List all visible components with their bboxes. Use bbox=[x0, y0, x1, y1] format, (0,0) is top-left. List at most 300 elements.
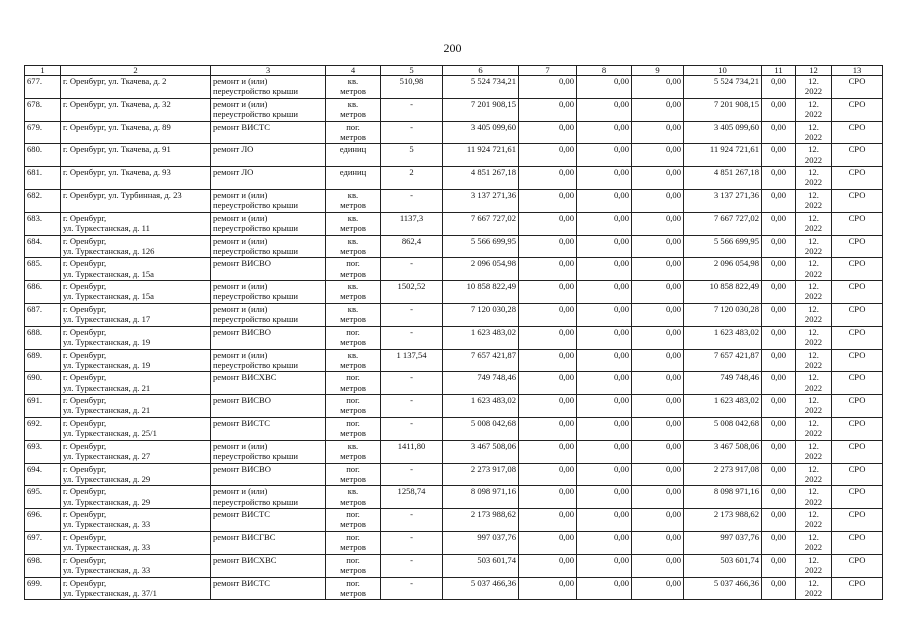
address-cell bbox=[61, 509, 211, 532]
col8-cell: 0,00 bbox=[577, 144, 632, 167]
col11-cell: 0,00 bbox=[762, 212, 796, 235]
cost-cell: 7 657 421,87 bbox=[443, 349, 519, 372]
unit-cell-line: метров bbox=[340, 200, 366, 211]
source-cell: СРО bbox=[832, 167, 883, 190]
work-type-cell bbox=[211, 98, 326, 121]
work-type-cell bbox=[211, 554, 326, 577]
col9-cell: 0,00 bbox=[632, 189, 684, 212]
work-type-cell bbox=[211, 486, 326, 509]
col7-cell: 0,00 bbox=[519, 486, 577, 509]
work-type-cell-line: ремонт ВИСВО bbox=[213, 326, 271, 337]
col8-cell: 0,00 bbox=[577, 303, 632, 326]
col8-cell: 0,00 bbox=[577, 189, 632, 212]
unit-cell-line: метров bbox=[340, 473, 366, 484]
col9-cell: 0,00 bbox=[632, 258, 684, 281]
term-cell-line: 12. bbox=[808, 235, 819, 246]
col10-cell: 2 096 054,98 bbox=[684, 258, 762, 281]
source-cell: СРО bbox=[832, 417, 883, 440]
unit-cell-line: метров bbox=[340, 109, 366, 120]
term-cell-line: 12. bbox=[808, 531, 819, 542]
unit-cell bbox=[326, 531, 381, 554]
col10-cell: 5 566 699,95 bbox=[684, 235, 762, 258]
volume-cell: - bbox=[381, 395, 443, 418]
address-cell bbox=[61, 303, 211, 326]
unit-cell-line: пог. bbox=[346, 258, 360, 269]
volume-cell: - bbox=[381, 417, 443, 440]
term-cell bbox=[796, 189, 832, 212]
col11-cell: 0,00 bbox=[762, 121, 796, 144]
work-type-cell-line: переустройство крыши bbox=[213, 109, 298, 120]
term-cell-line: 12. bbox=[808, 281, 819, 292]
unit-cell bbox=[326, 189, 381, 212]
col11-cell: 0,00 bbox=[762, 281, 796, 304]
address-cell-line: ул. Туркестанская, д. 29 bbox=[63, 473, 151, 484]
col11-cell: 0,00 bbox=[762, 577, 796, 600]
unit-cell-line: пог. bbox=[346, 531, 360, 542]
row-number: 686. bbox=[25, 281, 61, 304]
work-type-cell-line: ремонт и (или) bbox=[213, 486, 268, 497]
term-cell-line: 2022 bbox=[804, 428, 823, 439]
work-type-cell-line: переустройство крыши bbox=[213, 359, 298, 370]
source-cell: СРО bbox=[832, 281, 883, 304]
row-number: 688. bbox=[25, 326, 61, 349]
col7-cell: 0,00 bbox=[519, 509, 577, 532]
unit-cell bbox=[326, 281, 381, 304]
term-cell bbox=[796, 395, 832, 418]
table-row bbox=[25, 417, 883, 440]
term-cell-line: 2022 bbox=[804, 223, 823, 234]
column-number-12: 12 bbox=[796, 66, 832, 76]
address-cell-line: г. Оренбург, bbox=[63, 326, 107, 337]
col10-cell: 997 037,76 bbox=[684, 531, 762, 554]
work-type-cell-line: ремонт и (или) bbox=[213, 235, 268, 246]
term-cell bbox=[796, 417, 832, 440]
col8-cell: 0,00 bbox=[577, 121, 632, 144]
volume-cell: 5 bbox=[381, 144, 443, 167]
address-cell-line: г. Оренбург, bbox=[63, 372, 107, 383]
col8-cell: 0,00 bbox=[577, 531, 632, 554]
address-cell bbox=[61, 372, 211, 395]
unit-cell bbox=[326, 372, 381, 395]
volume-cell: - bbox=[381, 372, 443, 395]
source-cell: СРО bbox=[832, 76, 883, 99]
address-cell bbox=[61, 144, 211, 167]
col7-cell: 0,00 bbox=[519, 303, 577, 326]
source-cell: СРО bbox=[832, 509, 883, 532]
page-number: 200 bbox=[443, 41, 462, 55]
col11-cell: 0,00 bbox=[762, 326, 796, 349]
work-type-cell bbox=[211, 189, 326, 212]
work-type-cell-line: переустройство крыши bbox=[213, 291, 298, 302]
col10-cell: 2 273 917,08 bbox=[684, 463, 762, 486]
cost-cell: 10 858 822,49 bbox=[443, 281, 519, 304]
address-cell-line: ул. Туркестанская, д. 11 bbox=[63, 223, 150, 234]
term-cell-line: 2022 bbox=[804, 86, 823, 97]
address-cell bbox=[61, 98, 211, 121]
work-type-cell bbox=[211, 440, 326, 463]
unit-cell-line: пог. bbox=[346, 417, 360, 428]
cost-cell: 503 601,74 bbox=[443, 554, 519, 577]
table-row bbox=[25, 463, 883, 486]
col11-cell: 0,00 bbox=[762, 554, 796, 577]
work-type-cell-line: ремонт и (или) bbox=[213, 349, 268, 360]
address-cell-line: ул. Туркестанская, д. 25/1 bbox=[63, 428, 157, 439]
col11-cell: 0,00 bbox=[762, 258, 796, 281]
column-number-6: 6 bbox=[443, 66, 519, 76]
address-cell-line: г. Оренбург, bbox=[63, 235, 107, 246]
col11-cell: 0,00 bbox=[762, 189, 796, 212]
unit-cell-line: метров bbox=[340, 542, 366, 553]
term-cell bbox=[796, 258, 832, 281]
col9-cell: 0,00 bbox=[632, 577, 684, 600]
row-number: 680. bbox=[25, 144, 61, 167]
term-cell-line: 12. bbox=[808, 463, 819, 474]
table-row bbox=[25, 440, 883, 463]
term-cell bbox=[796, 76, 832, 99]
work-type-cell-line: переустройство крыши bbox=[213, 245, 298, 256]
col10-cell: 2 173 988,62 bbox=[684, 509, 762, 532]
address-cell bbox=[61, 121, 211, 144]
col9-cell: 0,00 bbox=[632, 212, 684, 235]
term-cell bbox=[796, 303, 832, 326]
col9-cell: 0,00 bbox=[632, 303, 684, 326]
cost-cell: 7 667 727,02 bbox=[443, 212, 519, 235]
work-type-cell-line: ремонт ВИСВО bbox=[213, 395, 271, 406]
unit-cell-line: метров bbox=[340, 223, 366, 234]
work-type-cell-line: ремонт ЛО bbox=[213, 167, 254, 178]
term-cell-line: 2022 bbox=[804, 565, 823, 576]
table-row bbox=[25, 486, 883, 509]
term-cell bbox=[796, 509, 832, 532]
address-cell-line: г. Оренбург, bbox=[63, 212, 107, 223]
col11-cell: 0,00 bbox=[762, 76, 796, 99]
col8-cell: 0,00 bbox=[577, 417, 632, 440]
unit-cell-line: кв. bbox=[347, 349, 359, 360]
row-number: 682. bbox=[25, 189, 61, 212]
column-number-3: 3 bbox=[211, 66, 326, 76]
col8-cell: 0,00 bbox=[577, 98, 632, 121]
unit-cell bbox=[326, 554, 381, 577]
row-number: 692. bbox=[25, 417, 61, 440]
col11-cell: 0,00 bbox=[762, 303, 796, 326]
col10-cell: 749 748,46 bbox=[684, 372, 762, 395]
term-cell-line: 2022 bbox=[804, 359, 823, 370]
table-row bbox=[25, 509, 883, 532]
work-type-cell-line: переустройство крыши bbox=[213, 314, 298, 325]
col11-cell: 0,00 bbox=[762, 486, 796, 509]
volume-cell: - bbox=[381, 554, 443, 577]
term-cell-line: 12. bbox=[808, 76, 819, 86]
table-row bbox=[25, 303, 883, 326]
col8-cell: 0,00 bbox=[577, 212, 632, 235]
unit-cell-line: кв. bbox=[347, 235, 359, 246]
col8-cell: 0,00 bbox=[577, 167, 632, 190]
volume-cell: - bbox=[381, 258, 443, 281]
col10-cell: 503 601,74 bbox=[684, 554, 762, 577]
source-cell: СРО bbox=[832, 395, 883, 418]
term-cell-line: 2022 bbox=[804, 405, 823, 416]
term-cell bbox=[796, 212, 832, 235]
col9-cell: 0,00 bbox=[632, 509, 684, 532]
col10-cell: 10 858 822,49 bbox=[684, 281, 762, 304]
col9-cell: 0,00 bbox=[632, 440, 684, 463]
table-body bbox=[25, 76, 883, 600]
column-number-10: 10 bbox=[684, 66, 762, 76]
work-type-cell-line: переустройство крыши bbox=[213, 86, 298, 97]
volume-cell: - bbox=[381, 98, 443, 121]
address-cell bbox=[61, 577, 211, 600]
col8-cell: 0,00 bbox=[577, 509, 632, 532]
cost-cell: 5 037 466,36 bbox=[443, 577, 519, 600]
term-cell-line: 12. bbox=[808, 326, 819, 337]
unit-cell-line: единиц bbox=[339, 144, 367, 155]
address-cell-line: г. Оренбург, bbox=[63, 440, 107, 451]
col7-cell: 0,00 bbox=[519, 440, 577, 463]
col11-cell: 0,00 bbox=[762, 235, 796, 258]
unit-cell-line: кв. bbox=[347, 98, 359, 109]
col7-cell: 0,00 bbox=[519, 258, 577, 281]
unit-cell-line: пог. bbox=[346, 463, 360, 474]
col9-cell: 0,00 bbox=[632, 235, 684, 258]
col11-cell: 0,00 bbox=[762, 395, 796, 418]
col8-cell: 0,00 bbox=[577, 486, 632, 509]
term-cell-line: 12. bbox=[808, 577, 819, 588]
col10-cell: 4 851 267,18 bbox=[684, 167, 762, 190]
address-cell-line: г. Оренбург, bbox=[63, 577, 107, 588]
source-cell: СРО bbox=[832, 258, 883, 281]
address-cell-line: г. Оренбург, bbox=[63, 417, 107, 428]
row-number: 684. bbox=[25, 235, 61, 258]
term-cell-line: 2022 bbox=[804, 245, 823, 256]
unit-cell-line: кв. bbox=[347, 281, 359, 292]
unit-cell-line: пог. bbox=[346, 509, 360, 520]
source-cell: СРО bbox=[832, 463, 883, 486]
term-cell bbox=[796, 577, 832, 600]
col11-cell: 0,00 bbox=[762, 144, 796, 167]
volume-cell: - bbox=[381, 577, 443, 600]
table-row bbox=[25, 258, 883, 281]
term-cell bbox=[796, 121, 832, 144]
col8-cell: 0,00 bbox=[577, 349, 632, 372]
unit-cell bbox=[326, 235, 381, 258]
work-type-cell-line: ремонт ВИСХВС bbox=[213, 372, 277, 383]
term-cell bbox=[796, 531, 832, 554]
col9-cell: 0,00 bbox=[632, 326, 684, 349]
term-cell bbox=[796, 486, 832, 509]
col9-cell: 0,00 bbox=[632, 281, 684, 304]
work-type-cell-line: ремонт и (или) bbox=[213, 281, 268, 292]
col10-cell: 8 098 971,16 bbox=[684, 486, 762, 509]
work-type-cell-line: ремонт ЛО bbox=[213, 144, 254, 155]
address-cell-line: г. Оренбург, bbox=[63, 281, 107, 292]
address-cell bbox=[61, 281, 211, 304]
work-type-cell-line: переустройство крыши bbox=[213, 200, 298, 211]
table-row bbox=[25, 235, 883, 258]
row-number: 690. bbox=[25, 372, 61, 395]
col8-cell: 0,00 bbox=[577, 463, 632, 486]
unit-cell bbox=[326, 144, 381, 167]
address-cell-line: г. Оренбург, bbox=[63, 303, 107, 314]
volume-cell: 1137,3 bbox=[381, 212, 443, 235]
address-cell-line: г. Оренбург, ул. Ткачева, д. 89 bbox=[63, 121, 171, 132]
term-cell-line: 2022 bbox=[804, 109, 823, 120]
col8-cell: 0,00 bbox=[577, 281, 632, 304]
col7-cell: 0,00 bbox=[519, 144, 577, 167]
row-number: 683. bbox=[25, 212, 61, 235]
address-cell-line: г. Оренбург, bbox=[63, 258, 107, 269]
work-type-cell-line: ремонт и (или) bbox=[213, 212, 268, 223]
work-type-cell bbox=[211, 509, 326, 532]
term-cell bbox=[796, 167, 832, 190]
table-row bbox=[25, 189, 883, 212]
unit-cell bbox=[326, 212, 381, 235]
row-number: 681. bbox=[25, 167, 61, 190]
col8-cell: 0,00 bbox=[577, 258, 632, 281]
unit-cell-line: кв. bbox=[347, 303, 359, 314]
table-row bbox=[25, 167, 883, 190]
col9-cell: 0,00 bbox=[632, 121, 684, 144]
unit-cell-line: метров bbox=[340, 496, 366, 507]
table-row bbox=[25, 395, 883, 418]
address-cell bbox=[61, 417, 211, 440]
unit-cell bbox=[326, 326, 381, 349]
term-cell bbox=[796, 440, 832, 463]
cost-cell: 1 623 483,02 bbox=[443, 326, 519, 349]
unit-cell-line: пог. bbox=[346, 121, 360, 132]
work-type-cell bbox=[211, 417, 326, 440]
col10-cell: 7 667 727,02 bbox=[684, 212, 762, 235]
column-number-11: 11 bbox=[762, 66, 796, 76]
volume-cell: - bbox=[381, 531, 443, 554]
cost-cell: 2 173 988,62 bbox=[443, 509, 519, 532]
work-type-cell-line: ремонт ВИСТС bbox=[213, 577, 271, 588]
address-cell bbox=[61, 76, 211, 99]
unit-cell-line: кв. bbox=[347, 440, 359, 451]
cost-cell: 7 201 908,15 bbox=[443, 98, 519, 121]
table-row bbox=[25, 98, 883, 121]
term-cell-line: 2022 bbox=[804, 200, 823, 211]
address-cell bbox=[61, 235, 211, 258]
address-cell bbox=[61, 189, 211, 212]
term-cell bbox=[796, 235, 832, 258]
col7-cell: 0,00 bbox=[519, 212, 577, 235]
unit-cell-line: метров bbox=[340, 565, 366, 576]
col10-cell: 11 924 721,61 bbox=[684, 144, 762, 167]
unit-cell bbox=[326, 121, 381, 144]
col10-cell: 1 623 483,02 bbox=[684, 395, 762, 418]
unit-cell-line: пог. bbox=[346, 326, 360, 337]
term-cell-line: 12. bbox=[808, 395, 819, 406]
work-type-cell bbox=[211, 349, 326, 372]
work-type-cell bbox=[211, 167, 326, 190]
column-number-5: 5 bbox=[381, 66, 443, 76]
source-cell: СРО bbox=[832, 189, 883, 212]
col9-cell: 0,00 bbox=[632, 167, 684, 190]
term-cell bbox=[796, 554, 832, 577]
col11-cell: 0,00 bbox=[762, 417, 796, 440]
unit-cell-line: метров bbox=[340, 245, 366, 256]
address-cell-line: ул. Туркестанская, д. 33 bbox=[63, 565, 151, 576]
col11-cell: 0,00 bbox=[762, 440, 796, 463]
address-cell-line: г. Оренбург, ул. Ткачева, д. 2 bbox=[63, 76, 167, 86]
column-number-1: 1 bbox=[25, 66, 61, 76]
address-cell-line: ул. Туркестанская, д. 33 bbox=[63, 542, 151, 553]
table-row bbox=[25, 212, 883, 235]
address-cell-line: ул. Туркестанская, д. 126 bbox=[63, 245, 155, 256]
term-cell bbox=[796, 349, 832, 372]
volume-cell: 510,98 bbox=[381, 76, 443, 99]
term-cell-line: 12. bbox=[808, 212, 819, 223]
col7-cell: 0,00 bbox=[519, 554, 577, 577]
address-cell-line: ул. Туркестанская, д. 15а bbox=[63, 268, 154, 279]
work-type-cell-line: ремонт и (или) bbox=[213, 76, 268, 86]
row-number: 699. bbox=[25, 577, 61, 600]
address-cell bbox=[61, 212, 211, 235]
unit-cell-line: метров bbox=[340, 359, 366, 370]
cost-cell: 5 566 699,95 bbox=[443, 235, 519, 258]
col8-cell: 0,00 bbox=[577, 235, 632, 258]
volume-cell: 2 bbox=[381, 167, 443, 190]
unit-cell-line: метров bbox=[340, 86, 366, 97]
source-cell: СРО bbox=[832, 235, 883, 258]
unit-cell bbox=[326, 303, 381, 326]
source-cell: СРО bbox=[832, 486, 883, 509]
col9-cell: 0,00 bbox=[632, 76, 684, 99]
col11-cell: 0,00 bbox=[762, 531, 796, 554]
col9-cell: 0,00 bbox=[632, 372, 684, 395]
work-type-cell-line: ремонт ВИСТС bbox=[213, 509, 271, 520]
volume-cell: 1411,80 bbox=[381, 440, 443, 463]
term-cell bbox=[796, 144, 832, 167]
row-number: 693. bbox=[25, 440, 61, 463]
source-cell: СРО bbox=[832, 372, 883, 395]
col11-cell: 0,00 bbox=[762, 509, 796, 532]
unit-cell-line: кв. bbox=[347, 486, 359, 497]
address-cell bbox=[61, 440, 211, 463]
unit-cell bbox=[326, 417, 381, 440]
unit-cell bbox=[326, 440, 381, 463]
term-cell-line: 12. bbox=[808, 440, 819, 451]
cost-cell: 8 098 971,16 bbox=[443, 486, 519, 509]
term-cell-line: 2022 bbox=[804, 268, 823, 279]
col7-cell: 0,00 bbox=[519, 326, 577, 349]
row-number: 687. bbox=[25, 303, 61, 326]
col9-cell: 0,00 bbox=[632, 463, 684, 486]
source-cell: СРО bbox=[832, 577, 883, 600]
term-cell-line: 12. bbox=[808, 349, 819, 360]
unit-cell bbox=[326, 258, 381, 281]
work-type-cell bbox=[211, 258, 326, 281]
term-cell-line: 2022 bbox=[804, 496, 823, 507]
work-type-cell bbox=[211, 463, 326, 486]
cost-cell: 2 096 054,98 bbox=[443, 258, 519, 281]
work-type-cell-line: ремонт и (или) bbox=[213, 189, 268, 200]
source-cell: СРО bbox=[832, 349, 883, 372]
work-type-cell bbox=[211, 303, 326, 326]
col10-cell: 5 037 466,36 bbox=[684, 577, 762, 600]
source-cell: СРО bbox=[832, 531, 883, 554]
work-type-cell-line: ремонт ВИСТС bbox=[213, 417, 271, 428]
work-type-cell bbox=[211, 76, 326, 99]
col9-cell: 0,00 bbox=[632, 98, 684, 121]
col10-cell: 1 623 483,02 bbox=[684, 326, 762, 349]
col9-cell: 0,00 bbox=[632, 349, 684, 372]
col11-cell: 0,00 bbox=[762, 98, 796, 121]
col9-cell: 0,00 bbox=[632, 395, 684, 418]
col8-cell: 0,00 bbox=[577, 76, 632, 99]
term-cell-line: 2022 bbox=[804, 154, 823, 165]
volume-cell: - bbox=[381, 189, 443, 212]
